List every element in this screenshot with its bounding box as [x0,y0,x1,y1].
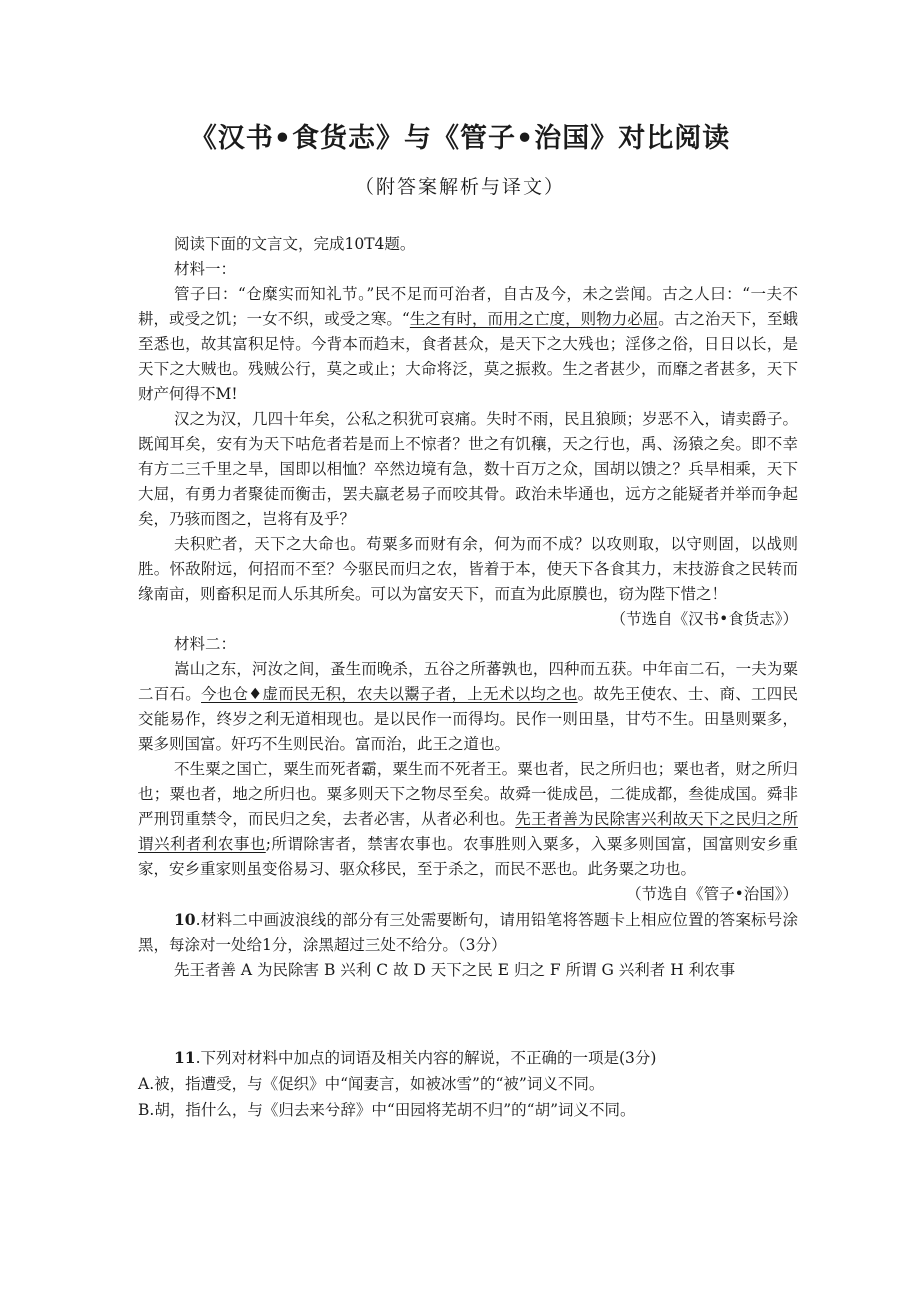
question-11-number: 11 [174,1048,196,1067]
question-10-sequence: 先王者善 A 为民除害 B 兴利 C 故 D 天下之民 E 归之 F 所谓 G 兴利者 H 利农事 [174,961,736,979]
material-2-source: （节选自《管子•治国》） [626,885,798,903]
document-body [138,232,798,1123]
spacer [138,983,798,1045]
question-11-option-b: B.胡，指什么，与《归去来兮辞》中“田园将芜胡不归”的“胡”词义不同。 [138,1101,636,1119]
material-1-source: （节选自《汉书•食货志》） [610,610,798,628]
page-subtitle: （附答案解析与译文） [354,176,565,198]
material-1-paragraph-3: 夫积贮者，天下之大命也。苟粟多而财有余，何为而不成？以攻则取，以守则固，以战则胜。怀敌附远，何招而不至？今驱民而归之农，皆着于本，使天下各食其力，末技游食之民转而缘南亩，则畜积足而人乐其所矣。可以为富安天下，而直为此原膜也，窃为陛下惜之！ [138,535,798,603]
material-2-paragraph-1: 嵩山之东，河汝之间，蚤生而晚杀，五谷之所蕃孰也，四种而五获。中年亩二石，一夫为粟二百石。今也仓♦虚而民无积，农夫以鬻子者，上无术以均之也。故先王使农、士、商、工四民交能易作，终岁之利无道相现也。是以民作一而得均。民作一则田垦，甘芍不生。田垦则粟多，粟多则国富。奸巧不生则民治。富而治，此王之道也。 [138,660,798,753]
question-10: 10.材料二中画波浪线的部分有三处需要断句，请用铅笔将答题卡上相应位置的答案标号涂黑，每涂对一处给1分，涂黑超过三处不给分。（3分） [138,910,798,954]
page-title: 《汉书•食货志》与《管子•治国》对比阅读 [189,123,731,154]
material-2-paragraph-2: 不生粟之国亡，粟生而死者霸，粟生而不死者王。粟也者，民之所归也；粟也者，财之所归也；粟也者，地之所归也。粟多则天下之物尽至矣。故舜一徙成邑，二徙成都，叁徙成国。舜非严刑罚重禁令，而民归之矣，去者必害，从者必利也。先王者善为民除害兴利故天下之民归之所谓兴利者利农事也;所谓除害者，禁害农事也。农事胜则入粟多，入粟多则国富，国富则安乡重家，安乡重家则虽变俗易习、驱众移民，至于杀之，而民不恶也。此务粟之功也。 [138,760,798,878]
wavy-underlined-sentence: 先王者善为民除害兴利故天下之民归之所谓兴利者利农事也 [138,810,798,853]
question-10-number: 10 [174,910,196,929]
material-1-label: 材料一： [174,260,237,278]
reading-instruction: 阅读下面的文言文，完成10T4题。 [174,235,416,253]
question-11-option-a: A.被，指遭受，与《促织》中“闻妻言，如被冰雪”的“被”词义不同。 [138,1075,605,1093]
material-1-paragraph-1: 管子曰：“仓糜实而知礼节。”民不足而可治者，自古及今，未之尝闻。古之人曰：“一夫不耕，或受之饥；一女不织，或受之寒。“生之有时，而用之亡度，则物力必屈。古之治天下，至蛾至悉也，故其富积足恃。今背本而趋末，食者甚众，是天下之大残也；淫侈之俗，日日以长，是天下之大贼也。残贼公行，莫之或止；大命将泛，莫之振救。生之者甚少，而靡之者甚多，天下财产何得不M! [138,285,798,403]
material-1-paragraph-2: 汉之为汉，几四十年矣，公私之积犹可哀痛。失时不雨，民且狼顾；岁恶不入，请卖爵子。既闻耳矣，安有为天下咕危者若是而上不惊者？世之有饥穰，天之行也，禹、汤猿之矣。即不幸有方二三千里之旱，国即以相恤？卒然边境有急，数十百万之众，国胡以馈之？兵旱相乘，天下大屈，有勇力者聚徒而衡击，罢夫羸老易子而咬其骨。政治未毕通也，远方之能疑者并举而争起矣，乃骇而图之，岂将有及乎？ [138,410,798,528]
underlined-sentence: 今也仓♦虚而民无积，农夫以鬻子者，上无术以均之也 [201,685,578,703]
material-2-label: 材料二： [174,635,237,653]
question-11: 11.下列对材料中加点的词语及相关内容的解说，不正确的一项是(3分) [174,1048,657,1067]
underlined-sentence: 生之有时，而用之亡度，则物力必屈 [409,310,659,328]
